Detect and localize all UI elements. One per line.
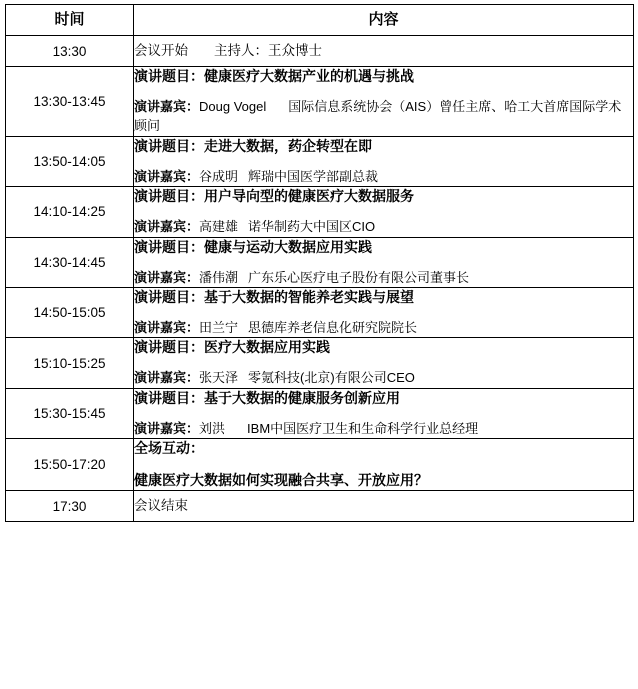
session-title-label: 演讲题目： (134, 238, 204, 255)
session-guest-label: 演讲嘉宾： (134, 370, 200, 386)
column-header-time: 时间 (6, 5, 134, 36)
session-guest-line (134, 419, 633, 439)
session-guest-org: 广东乐心医疗电子股份有限公司董事长 (248, 269, 470, 285)
row-content (134, 67, 634, 137)
row-time: 14:50-15:05 (6, 288, 134, 338)
session-title-label: 演讲题目： (134, 289, 204, 306)
session-guest-name: Doug Vogel (199, 98, 267, 114)
row-content (134, 491, 634, 522)
row-time: 14:10-14:25 (6, 187, 134, 237)
agenda-table (5, 4, 634, 522)
session-title: 走进大数据，药企转型在即 (204, 137, 372, 154)
session-guest-line (134, 368, 633, 388)
row-text: 会议结束 (134, 497, 188, 513)
interactive-subtitle: 健康医疗大数据如何实现融合共享、开放应用？ (134, 472, 428, 489)
session-guest-line (134, 268, 633, 288)
row-time: 13:30-13:45 (6, 67, 134, 137)
session-title-line (134, 187, 633, 206)
session-title-line (134, 137, 633, 156)
row-time: 15:10-15:25 (6, 338, 134, 388)
session-guest-org: 国际信息系统协会（AIS）曾任主席、哈工大首席国际学术顾问 (134, 98, 622, 134)
session-guest-line (134, 97, 633, 136)
row-text: 会议开始 (134, 42, 188, 58)
session-guest-name: 谷成明 (199, 168, 239, 184)
table-header-row (6, 5, 634, 36)
table-row (6, 439, 634, 491)
table-row (6, 67, 634, 137)
table-row (6, 237, 634, 287)
session-title-line (134, 338, 633, 357)
session-guest-org: 思德库养老信息化研究院院长 (248, 319, 418, 335)
session-title: 医疗大数据应用实践 (204, 339, 330, 356)
row-time: 17:30 (6, 491, 134, 522)
session-guest-name: 田兰宁 (199, 319, 239, 335)
table-row (6, 388, 634, 438)
session-guest-org: 辉瑞中国医学部副总裁 (248, 168, 379, 184)
session-guest-name: 潘伟潮 (199, 269, 239, 285)
session-guest-line (134, 318, 633, 338)
interactive-title: 全场互动： (134, 440, 204, 457)
session-guest-label: 演讲嘉宾： (134, 319, 200, 335)
session-title-line (134, 288, 633, 307)
session-guest-org: 诺华制药大中国区CIO (248, 219, 376, 235)
row-time: 14:30-14:45 (6, 237, 134, 287)
row-time: 15:30-15:45 (6, 388, 134, 438)
row-content (134, 136, 634, 186)
session-guest-name: 高建雄 (199, 219, 239, 235)
session-guest-name: 刘洪 (199, 420, 226, 436)
table-row (6, 491, 634, 522)
session-title-label: 演讲题目： (134, 137, 204, 154)
table-row (6, 36, 634, 67)
session-guest-org: 零氪科技(北京)有限公司CEO (248, 370, 415, 386)
session-title-line (134, 67, 633, 86)
row-content (134, 187, 634, 237)
session-guest-label: 演讲嘉宾： (134, 219, 200, 235)
row-time: 13:30 (6, 36, 134, 67)
row-time: 13:50-14:05 (6, 136, 134, 186)
table-row (6, 136, 634, 186)
session-guest-line (134, 167, 633, 187)
session-title-line (134, 238, 633, 257)
row-content (134, 388, 634, 438)
column-header-content: 内容 (134, 5, 634, 36)
session-guest-label: 演讲嘉宾： (134, 269, 200, 285)
table-row (6, 338, 634, 388)
row-content (134, 288, 634, 338)
session-title-label: 演讲题目： (134, 188, 204, 205)
session-guest-line (134, 217, 633, 237)
row-content (134, 237, 634, 287)
session-guest-label: 演讲嘉宾： (134, 420, 200, 436)
session-title: 健康医疗大数据产业的机遇与挑战 (204, 68, 414, 84)
session-title-label: 演讲题目： (134, 339, 204, 356)
row-host: 主持人：王众博士 (214, 42, 322, 58)
session-title-line (134, 389, 633, 408)
table-row (6, 288, 634, 338)
session-guest-label: 演讲嘉宾： (134, 98, 200, 114)
row-content (134, 338, 634, 388)
session-guest-name: 张天泽 (199, 370, 239, 386)
session-title: 用户导向型的健康医疗大数据服务 (204, 188, 414, 205)
session-title: 基于大数据的健康服务创新应用 (204, 389, 400, 406)
session-guest-label: 演讲嘉宾： (134, 168, 200, 184)
session-title-label: 演讲题目： (134, 68, 204, 84)
table-row (6, 187, 634, 237)
row-content (134, 439, 634, 491)
session-title: 健康与运动大数据应用实践 (204, 238, 372, 255)
row-content (134, 36, 634, 67)
session-guest-org: IBM中国医疗卫生和生命科学行业总经理 (247, 420, 479, 436)
session-title: 基于大数据的智能养老实践与展望 (204, 289, 414, 306)
row-time: 15:50-17:20 (6, 439, 134, 491)
session-title-label: 演讲题目： (134, 389, 204, 406)
